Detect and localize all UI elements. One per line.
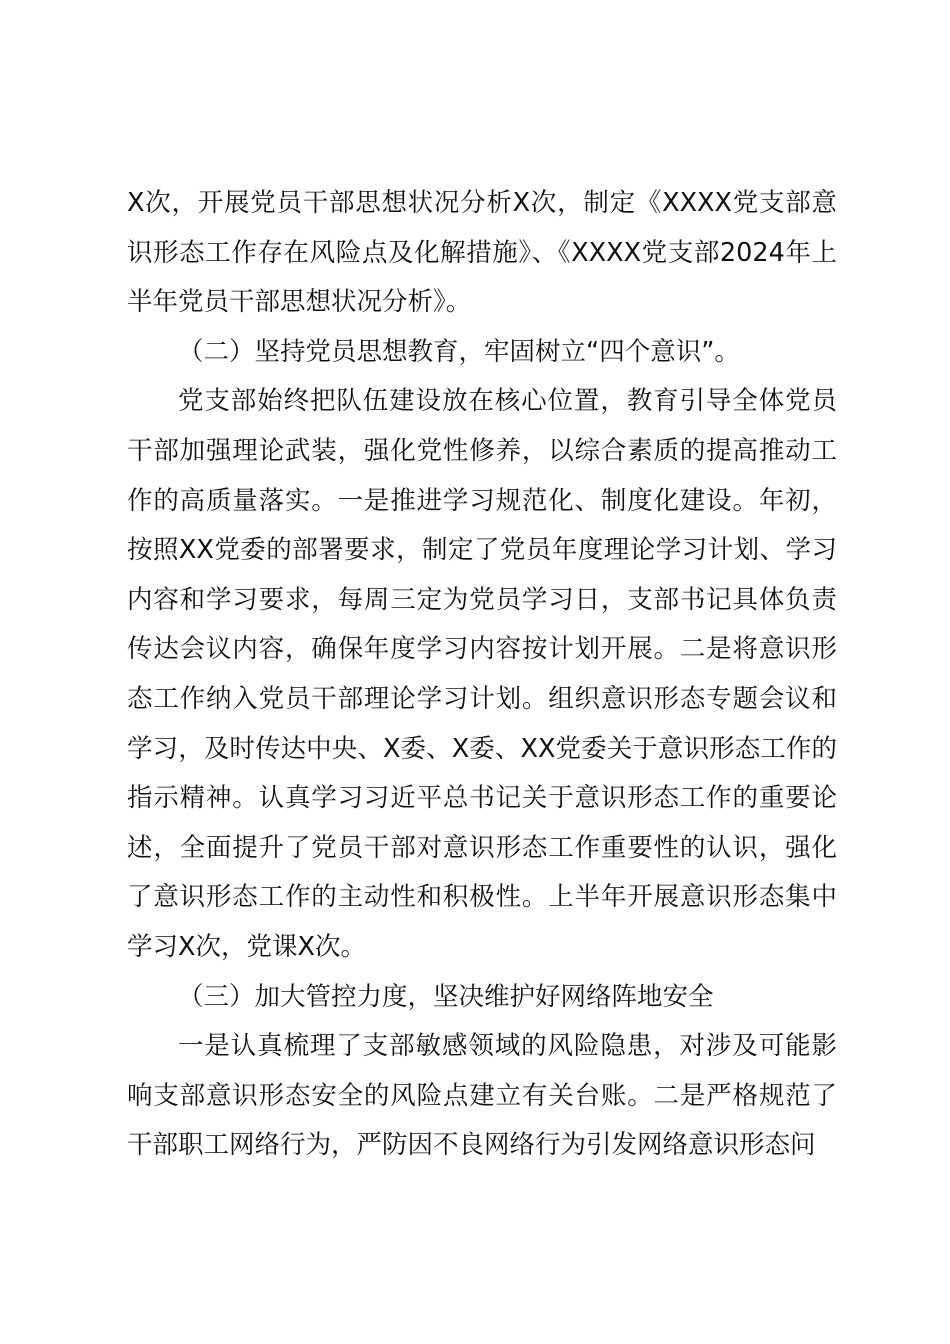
section-heading-2: （二）坚持党员思想教育，牢固树立“四个意识”。 bbox=[178, 336, 740, 367]
section-heading-3: （三）加大管控力度，坚决维护好网络阵地安全 bbox=[178, 981, 714, 1012]
document-body bbox=[127, 179, 837, 1171]
paragraph-team-building: 党支部始终把队伍建设放在核心位置，教育引导全体党员干部加强理论武装，强化党性修养，以综合素质的提高推动工作的高质量落实。一是推进学习规范化、制度化建设。年初，按照XX党委的部署要求，制定了党员年度理论学习计划、学习内容和学习要求，每周三定为党员学习日，支部书记具体负责传达会议内容，确保年度学习内容按计划开展。二是将意识形态工作纳入党员干部理论学习计划。组织意识形态专题会议和学习，及时传达中央、X委、X委、XX党委关于意识形态工作的指示精神。认真学习习近平总书记关于意识形态工作的重要论述，全面提升了党员干部对意识形态工作重要性的认识，强化了意识形态工作的主动性和积极性。上半年开展意识形态集中学习X次，党课X次。 bbox=[127, 386, 837, 962]
paragraph-continuation: X次，开展党员干部思想状况分析X次，制定《XXXX党支部意识形态工作存在风险点及化解措施》、《XXXX党支部2024年上半年党员干部思想状况分析》。 bbox=[127, 188, 837, 318]
paragraph-network-security: 一是认真梳理了支部敏感领域的风险隐患，对涉及可能影响支部意识形态安全的风险点建立有关台账。二是严格规范了干部职工网络行为，严防因不良网络行为引发网络意识形态问 bbox=[127, 1031, 837, 1161]
